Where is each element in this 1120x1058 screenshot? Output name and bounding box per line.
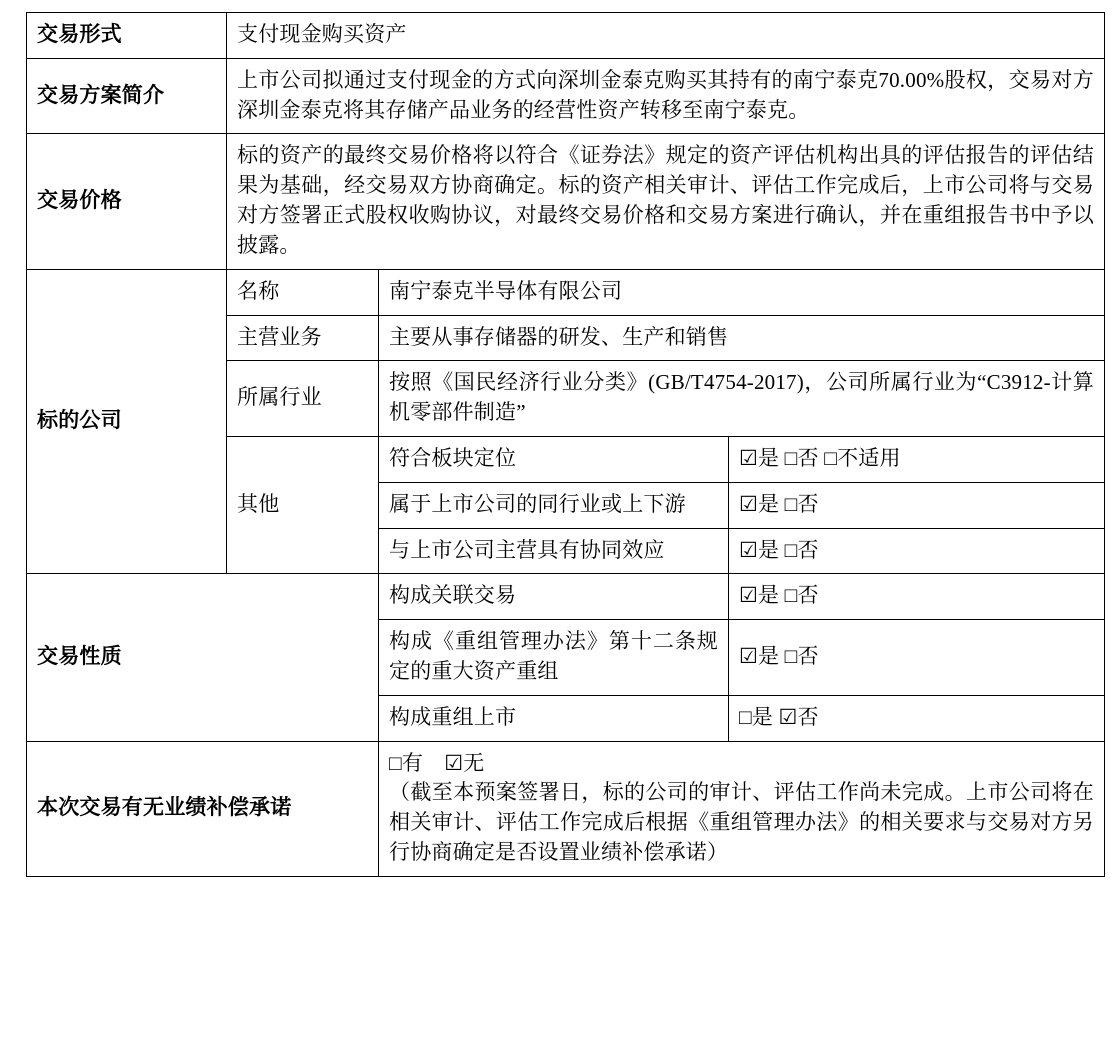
deal-nature-label: 交易性质: [27, 574, 379, 741]
main-business-label: 主营业务: [227, 315, 379, 361]
table-row-price: [27, 134, 1105, 269]
other-options[interactable]: ☑是 □否 □不适用: [729, 436, 1105, 482]
plan-value: 上市公司拟通过支付现金的方式向深圳金泰克购买其持有的南宁泰克70.00%股权，交易对方深圳金泰克将其存储产品业务的经营性资产转移至南宁泰克。: [227, 58, 1105, 134]
table-row-target-name: [27, 269, 1105, 315]
price-label: 交易价格: [27, 134, 227, 269]
table-row-nature-1: [27, 574, 1105, 620]
deal-nature-question: 构成重组上市: [379, 695, 729, 741]
industry-value: 按照《国民经济行业分类》(GB/T4754-2017)，公司所属行业为“C3912-计算机零部件制造”: [379, 361, 1105, 437]
transaction-summary-table: [26, 12, 1105, 877]
deal-nature-question: 构成关联交易: [379, 574, 729, 620]
industry-label: 所属行业: [227, 361, 379, 437]
deal-nature-question: 构成《重组管理办法》第十二条规定的重大资产重组: [379, 620, 729, 696]
deal-nature-options[interactable]: □是 ☑否: [729, 695, 1105, 741]
other-question: 与上市公司主营具有协同效应: [379, 528, 729, 574]
table-row-plan: [27, 58, 1105, 134]
deal-nature-options[interactable]: ☑是 □否: [729, 620, 1105, 696]
target-company-label: 标的公司: [27, 269, 227, 574]
table-row-performance: [27, 741, 1105, 876]
performance-options[interactable]: □有 ☑无: [389, 750, 485, 775]
other-question: 属于上市公司的同行业或上下游: [379, 482, 729, 528]
plan-label: 交易方案简介: [27, 58, 227, 134]
other-options[interactable]: ☑是 □否: [729, 528, 1105, 574]
deal-nature-options[interactable]: ☑是 □否: [729, 574, 1105, 620]
performance-label: 本次交易有无业绩补偿承诺: [27, 741, 379, 876]
main-business-value: 主要从事存储器的研发、生产和销售: [379, 315, 1105, 361]
price-value: 标的资产的最终交易价格将以符合《证券法》规定的资产评估机构出具的评估报告的评估结果为基础，经交易双方协商确定。标的资产相关审计、评估工作完成后，上市公司将与交易对方签署正式股权收购协议，对最终交易价格和交易方案进行确认，并在重组报告书中予以披露。: [227, 134, 1105, 269]
name-label: 名称: [227, 269, 379, 315]
performance-note: （截至本预案签署日，标的公司的审计、评估工作尚未完成。上市公司将在相关审计、评估工作完成后根据《重组管理办法》的相关要求与交易对方另行协商确定是否设置业绩补偿承诺）: [389, 780, 1095, 865]
table-row-deal-form: [27, 13, 1105, 59]
deal-form-label: 交易形式: [27, 13, 227, 59]
other-label: 其他: [227, 436, 379, 573]
other-question: 符合板块定位: [379, 436, 729, 482]
performance-cell: [379, 741, 1105, 876]
name-value: 南宁泰克半导体有限公司: [379, 269, 1105, 315]
deal-form-value: 支付现金购买资产: [227, 13, 1105, 59]
other-options[interactable]: ☑是 □否: [729, 482, 1105, 528]
